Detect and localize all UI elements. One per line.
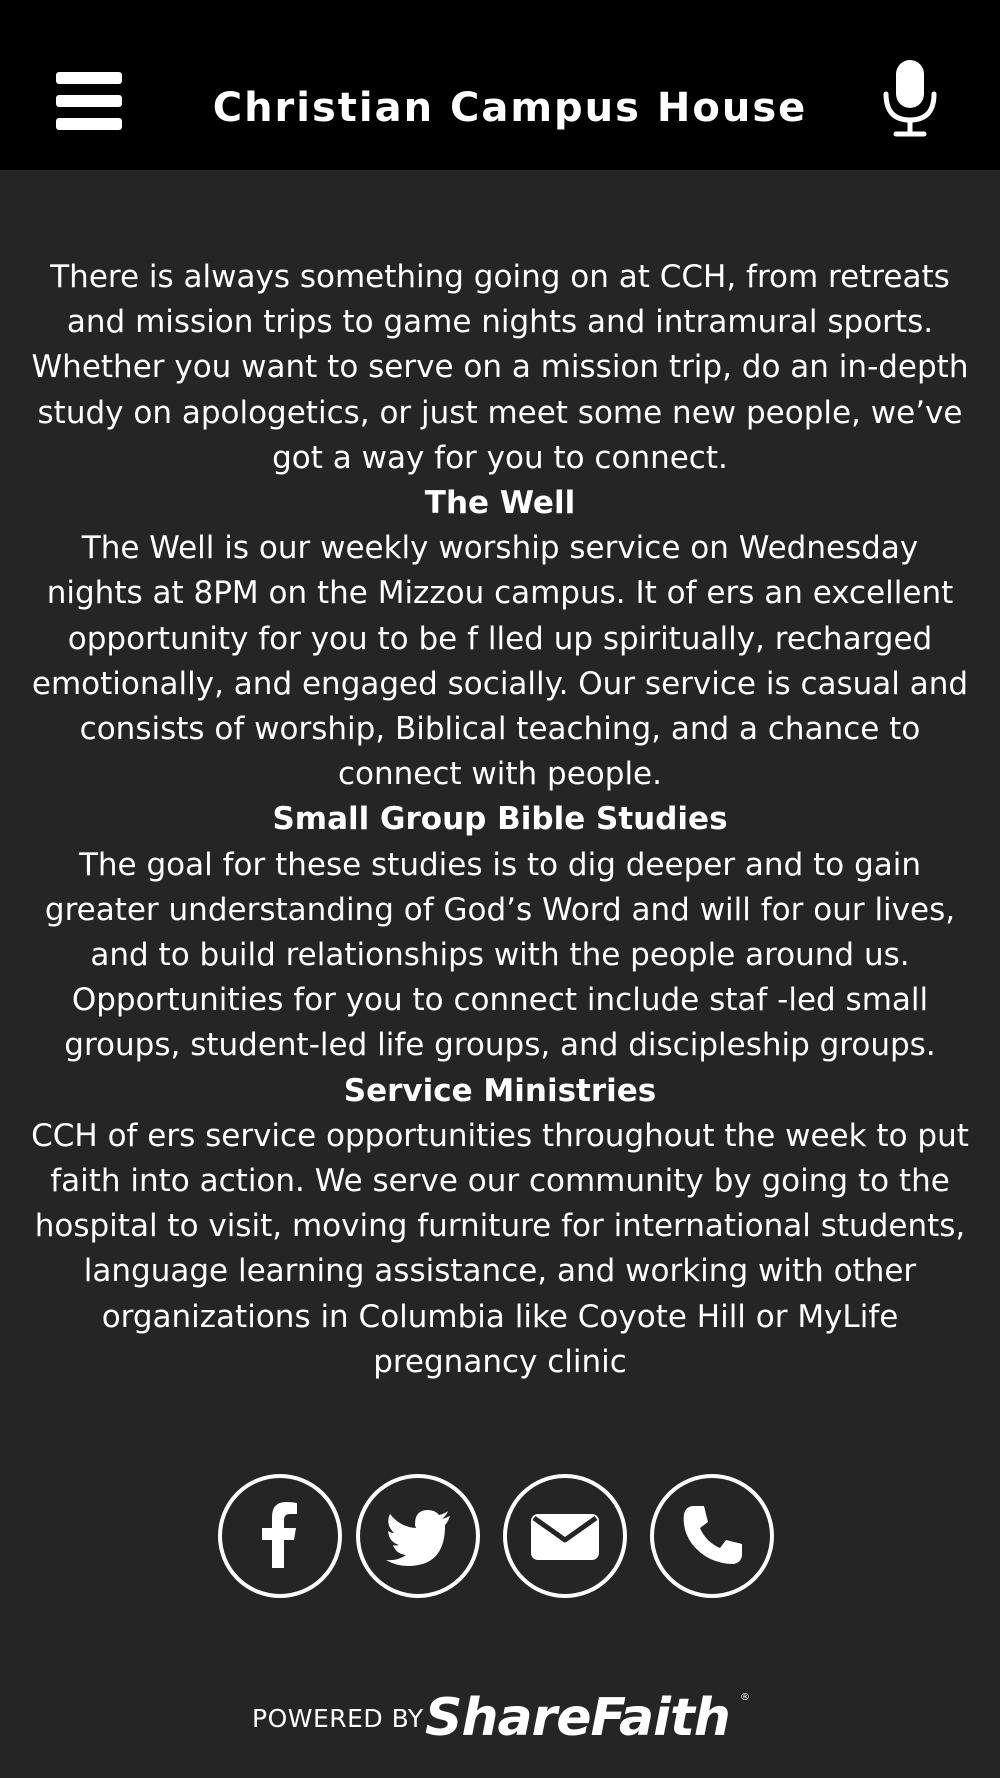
section-heading: Small Group Bible Studies xyxy=(272,801,728,838)
section-body: CCH of ers service opportunities throughout the week to put faith into action. We serve our community by going to the hospital to visit, moving furniture for international students, language learning assistance, and working with other organizations in Columbia like Coyote Hill or MyLife pregnancy clinic xyxy=(31,1117,969,1380)
powered-by-label: POWERED BY xyxy=(252,1704,424,1733)
section-body: The Well is our weekly worship service on Wednesday nights at 8PM on the Mizzou campus. It of ers an excellent opportunity for you to be f lled up spiritually, recharged emotionally, and engaged socially. Our service is casual and consists of worship, Biblical teaching, and a chance to connect with people. xyxy=(31,530,969,793)
microphone-icon[interactable] xyxy=(880,58,940,138)
section-heading: The Well xyxy=(424,485,576,522)
email-icon[interactable] xyxy=(503,1474,627,1598)
top-bar xyxy=(0,0,1000,170)
app-title: Christian Campus House xyxy=(212,85,808,131)
section-heading: Service Ministries xyxy=(343,1072,657,1109)
social-links xyxy=(0,1474,1000,1596)
registered-mark: ® xyxy=(740,1692,750,1703)
intro-paragraph: There is always something going on at CCH, from retreats and mission trips to game nights and intramural sports. Whether you want to serve on a mission trip, do an in-depth study on apologetics, or just meet some new people, we’ve got a way for you to connect. xyxy=(31,259,969,476)
phone-icon[interactable] xyxy=(650,1474,774,1598)
hamburger-menu-icon[interactable] xyxy=(56,72,122,130)
footer xyxy=(0,1690,1000,1750)
sharefaith-logo[interactable]: ShareFaith xyxy=(425,1688,730,1748)
page-content xyxy=(30,255,970,1380)
section-body: The goal for these studies is to dig deeper and to gain greater understanding of God’s Word and will for our lives, and to build relationships with the people around us. Opportunities for you to connect include staf -led small groups, student-led life groups, and discipleship groups. xyxy=(44,846,956,1064)
twitter-icon[interactable] xyxy=(356,1474,480,1598)
facebook-icon[interactable] xyxy=(218,1474,342,1598)
